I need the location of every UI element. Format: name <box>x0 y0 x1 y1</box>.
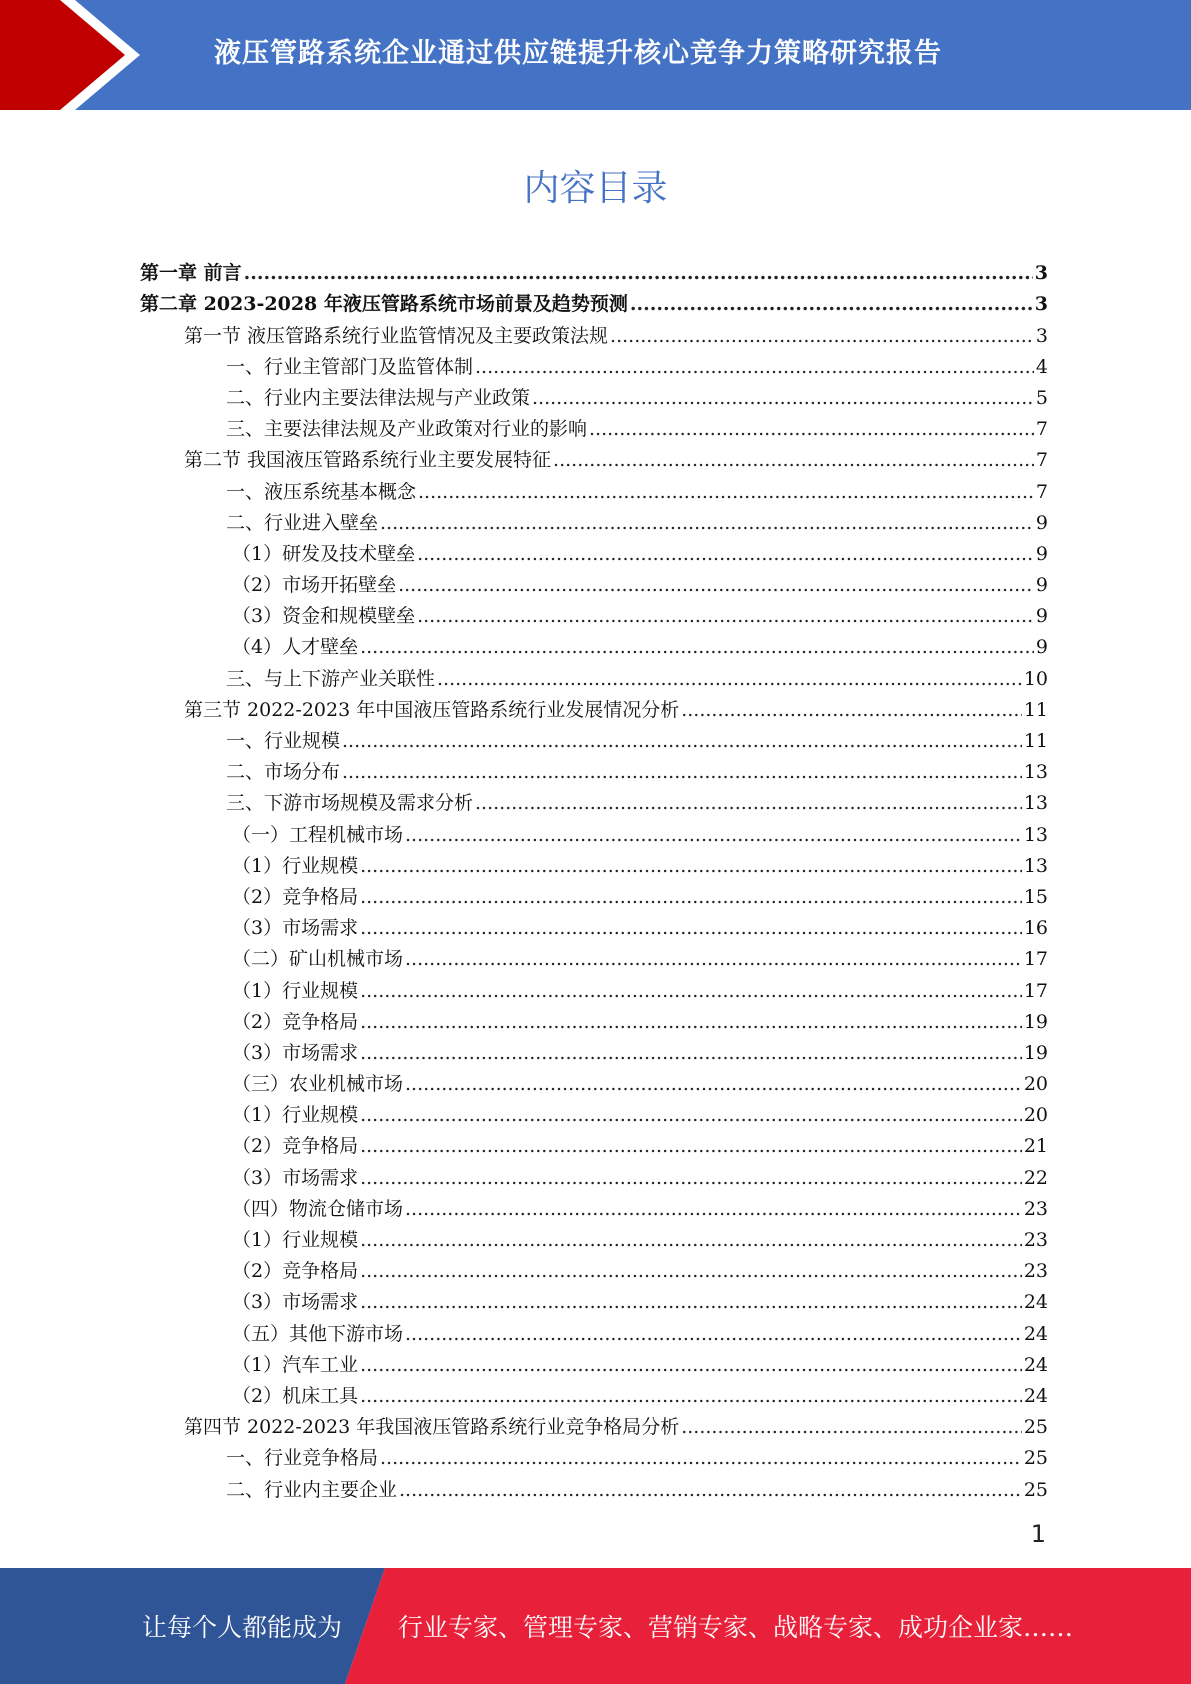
toc-leader-dots <box>630 293 1033 315</box>
toc-leader-dots <box>360 1167 1022 1189</box>
toc-entry-page: 25 <box>1023 1478 1048 1501</box>
arrow-logo-icon <box>0 0 150 110</box>
toc-entry-label: 二、市场分布 <box>226 761 341 784</box>
toc-entry[interactable] <box>140 814 1048 845</box>
toc-entry-label: （2）竞争格局 <box>232 885 359 908</box>
toc-entry-page: 17 <box>1023 979 1048 1002</box>
toc-entry[interactable] <box>140 783 1048 814</box>
toc-entry[interactable] <box>140 1282 1048 1313</box>
toc-entry-label: 第一章 前言 <box>140 262 242 285</box>
toc-leader-dots <box>342 730 1022 752</box>
toc-entry-page: 3 <box>1034 293 1048 316</box>
toc-entry[interactable] <box>140 1095 1048 1126</box>
toc-entry-page: 13 <box>1023 823 1048 846</box>
toc-heading: 内容目录 <box>523 168 668 209</box>
toc-entry[interactable] <box>140 1064 1048 1095</box>
toc-leader-dots <box>244 262 1033 284</box>
toc-entry-label: 第二节 我国液压管路系统行业主要发展特征 <box>184 449 552 472</box>
toc-entry-page: 11 <box>1023 698 1048 721</box>
toc-leader-dots <box>360 1385 1022 1407</box>
toc-entry-label: （1）汽车工业 <box>232 1353 359 1376</box>
toc-entry[interactable] <box>140 471 1048 502</box>
toc-entry-label: （二）矿山机械市场 <box>232 948 404 971</box>
toc-entry-page: 9 <box>1035 574 1048 597</box>
toc-entry-page: 9 <box>1035 636 1048 659</box>
toc-entry[interactable] <box>140 752 1048 783</box>
toc-entry-page: 24 <box>1023 1322 1048 1345</box>
toc-entry-label: 二、行业进入壁垒 <box>226 511 379 534</box>
toc-entry-label: （2）竞争格局 <box>232 1010 359 1033</box>
toc-entry[interactable] <box>140 721 1048 752</box>
toc-leader-dots <box>589 418 1034 440</box>
toc-leader-dots <box>475 792 1022 814</box>
toc-entry-page: 21 <box>1023 1135 1048 1158</box>
toc-entry-label: 三、下游市场规模及需求分析 <box>226 792 474 815</box>
toc-entry-page: 24 <box>1023 1353 1048 1376</box>
footer-slogan-right: 行业专家、管理专家、营销专家、战略专家、成功企业家…… <box>398 1613 1074 1642</box>
toc-entry-page: 24 <box>1023 1291 1048 1314</box>
toc-entry[interactable] <box>140 440 1048 471</box>
toc-entry-label: （3）资金和规模壁垒 <box>232 605 416 628</box>
toc-entry-label: （2）竞争格局 <box>232 1260 359 1283</box>
toc-entry-label: 一、行业规模 <box>226 730 341 752</box>
toc-entry-label: （3）市场需求 <box>232 1041 359 1064</box>
toc-entry[interactable] <box>140 1157 1048 1188</box>
toc-leader-dots <box>380 512 1034 534</box>
footer-slogan-left: 让每个人都能成为 <box>142 1613 343 1642</box>
toc-entry-label: （3）市场需求 <box>232 1166 359 1189</box>
toc-leader-dots <box>417 605 1034 627</box>
toc-entry-page: 3 <box>1034 262 1048 285</box>
toc-leader-dots <box>360 980 1022 1002</box>
toc-entry[interactable] <box>140 1189 1048 1220</box>
toc-entry[interactable] <box>140 503 1048 534</box>
toc-entry-page: 16 <box>1023 917 1048 940</box>
toc-entry-label: 一、行业主管部门及监管体制 <box>226 355 474 378</box>
toc-leader-dots <box>405 948 1022 970</box>
toc-entry-page: 20 <box>1023 1073 1048 1096</box>
toc-entry-label: （1）行业规模 <box>232 979 359 1002</box>
toc-entry[interactable] <box>140 565 1048 596</box>
toc-entry-label: 第二章 2023-2028 年液压管路系统市场前景及趋势预测 <box>140 293 628 316</box>
toc-leader-dots <box>360 855 1022 877</box>
toc-entry-page: 23 <box>1023 1260 1048 1283</box>
toc-entry-label: 一、液压系统基本概念 <box>226 480 417 503</box>
toc-entry[interactable] <box>140 970 1048 1001</box>
toc-entry[interactable] <box>140 627 1048 658</box>
toc-leader-dots <box>360 1354 1022 1376</box>
toc-entry[interactable] <box>140 1407 1048 1438</box>
toc-leader-dots <box>360 1104 1022 1126</box>
toc-entry-label: （3）市场需求 <box>232 1291 359 1314</box>
toc-entry-label: （五）其他下游市场 <box>232 1322 404 1345</box>
toc-entry-page: 13 <box>1023 761 1048 784</box>
page-number: 1 <box>1030 1520 1046 1548</box>
toc-entry-label: （3）市场需求 <box>232 917 359 940</box>
toc-entry-page: 11 <box>1023 730 1048 752</box>
toc-entry-page: 9 <box>1035 542 1048 565</box>
toc-entry[interactable] <box>140 877 1048 908</box>
toc-entry-label: 三、主要法律法规及产业政策对行业的影响 <box>226 418 588 441</box>
toc-entry[interactable] <box>140 1376 1048 1407</box>
toc-leader-dots <box>417 543 1034 565</box>
toc-leader-dots <box>360 1011 1022 1033</box>
toc-entry-label: （1）研发及技术壁垒 <box>232 542 416 565</box>
toc-leader-dots <box>405 1073 1022 1095</box>
toc-entry-label: 第四节 2022-2023 年我国液压管路系统行业竞争格局分析 <box>184 1416 680 1439</box>
toc-entry-label: （四）物流仓储市场 <box>232 1197 404 1220</box>
toc-entry-label: （一）工程机械市场 <box>232 823 404 846</box>
toc-entry[interactable] <box>140 534 1048 565</box>
toc-entry-page: 9 <box>1035 605 1048 628</box>
toc-entry-page: 25 <box>1023 1447 1048 1470</box>
table-of-contents <box>140 253 1048 1501</box>
toc-entry[interactable] <box>140 1345 1048 1376</box>
toc-leader-dots <box>360 1042 1022 1064</box>
toc-leader-dots <box>553 449 1034 471</box>
report-title <box>150 0 1171 100</box>
toc-leader-dots <box>681 1416 1022 1438</box>
toc-leader-dots <box>380 1447 1022 1469</box>
toc-entry-page: 20 <box>1023 1104 1048 1127</box>
toc-entry[interactable] <box>140 1438 1048 1469</box>
toc-entry[interactable] <box>140 1033 1048 1064</box>
toc-leader-dots <box>610 325 1034 347</box>
toc-leader-dots <box>405 1323 1022 1345</box>
toc-leader-dots <box>342 761 1022 783</box>
toc-entry-label: 二、行业内主要企业 <box>226 1478 398 1501</box>
toc-entry[interactable] <box>140 596 1048 627</box>
toc-entry[interactable] <box>140 658 1048 689</box>
toc-entry-page: 7 <box>1035 449 1048 472</box>
toc-entry-label: （2）机床工具 <box>232 1384 359 1407</box>
toc-entry-page: 25 <box>1023 1416 1048 1439</box>
toc-entry[interactable] <box>140 908 1048 939</box>
toc-entry-page: 7 <box>1035 418 1048 441</box>
toc-entry-page: 10 <box>1023 667 1048 690</box>
toc-entry[interactable] <box>140 1126 1048 1157</box>
toc-leader-dots <box>360 1229 1022 1251</box>
toc-leader-dots <box>360 1135 1022 1157</box>
toc-leader-dots <box>437 668 1022 690</box>
toc-entry[interactable] <box>140 939 1048 970</box>
toc-entry[interactable] <box>140 378 1048 409</box>
toc-leader-dots <box>405 1198 1022 1220</box>
toc-entry-page: 15 <box>1023 885 1048 908</box>
report-title-text: 液压管路系统企业通过供应链提升核心竞争力策略研究报告 <box>214 37 942 69</box>
toc-entry-page: 17 <box>1023 948 1048 971</box>
toc-entry-page: 13 <box>1023 792 1048 815</box>
toc-entry-page: 7 <box>1035 480 1048 503</box>
toc-entry[interactable] <box>140 1002 1048 1033</box>
toc-entry-label: 一、行业竞争格局 <box>226 1447 379 1470</box>
toc-entry-page: 19 <box>1023 1010 1048 1033</box>
toc-entry-page: 23 <box>1023 1197 1048 1220</box>
toc-entry-label: （4）人才壁垒 <box>232 636 359 659</box>
footer-banner <box>0 1568 1191 1684</box>
toc-leader-dots <box>398 574 1034 596</box>
toc-leader-dots <box>399 1479 1022 1501</box>
toc-entry[interactable] <box>140 347 1048 378</box>
toc-entry-page: 3 <box>1035 324 1048 347</box>
toc-leader-dots <box>360 636 1034 658</box>
toc-entry-label: （三）农业机械市场 <box>232 1073 404 1096</box>
toc-entry[interactable] <box>140 1469 1048 1500</box>
toc-leader-dots <box>681 699 1022 721</box>
report-header <box>0 0 1191 110</box>
toc-entry-label: 第三节 2022-2023 年中国液压管路系统行业发展情况分析 <box>184 698 680 721</box>
toc-entry-label: 第一节 液压管路系统行业监管情况及主要政策法规 <box>184 324 609 347</box>
toc-entry-label: （1）行业规模 <box>232 1229 359 1251</box>
toc-entry[interactable] <box>140 1251 1048 1282</box>
toc-entry-label: 二、行业内主要法律法规与产业政策 <box>226 386 531 409</box>
toc-entry[interactable] <box>140 253 1048 284</box>
toc-entry[interactable] <box>140 846 1048 877</box>
toc-entry-page: 19 <box>1023 1041 1048 1064</box>
toc-entry[interactable] <box>140 1220 1048 1251</box>
toc-leader-dots <box>418 481 1034 503</box>
toc-leader-dots <box>532 387 1034 409</box>
toc-entry[interactable] <box>140 690 1048 721</box>
toc-entry-page: 24 <box>1023 1384 1048 1407</box>
toc-leader-dots <box>360 886 1022 908</box>
toc-entry-label: 三、与上下游产业关联性 <box>226 667 436 690</box>
toc-entry-label: （1）行业规模 <box>232 854 359 877</box>
toc-entry[interactable] <box>140 1313 1048 1344</box>
toc-entry-page: 13 <box>1023 854 1048 877</box>
toc-entry-page: 9 <box>1035 511 1048 534</box>
toc-entry[interactable] <box>140 284 1048 315</box>
toc-entry-label: （2）竞争格局 <box>232 1135 359 1158</box>
toc-leader-dots <box>360 917 1022 939</box>
toc-entry[interactable] <box>140 315 1048 346</box>
toc-entry-page: 5 <box>1035 386 1048 409</box>
toc-leader-dots <box>360 1291 1022 1313</box>
toc-leader-dots <box>475 356 1034 378</box>
toc-entry-page: 23 <box>1023 1229 1048 1251</box>
toc-leader-dots <box>360 1260 1022 1282</box>
toc-entry-label: （1）行业规模 <box>232 1104 359 1127</box>
toc-entry-label: （2）市场开拓壁垒 <box>232 574 397 597</box>
toc-leader-dots <box>405 824 1022 846</box>
toc-entry-page: 22 <box>1023 1166 1048 1189</box>
toc-entry-page: 4 <box>1035 355 1048 378</box>
toc-entry[interactable] <box>140 409 1048 440</box>
